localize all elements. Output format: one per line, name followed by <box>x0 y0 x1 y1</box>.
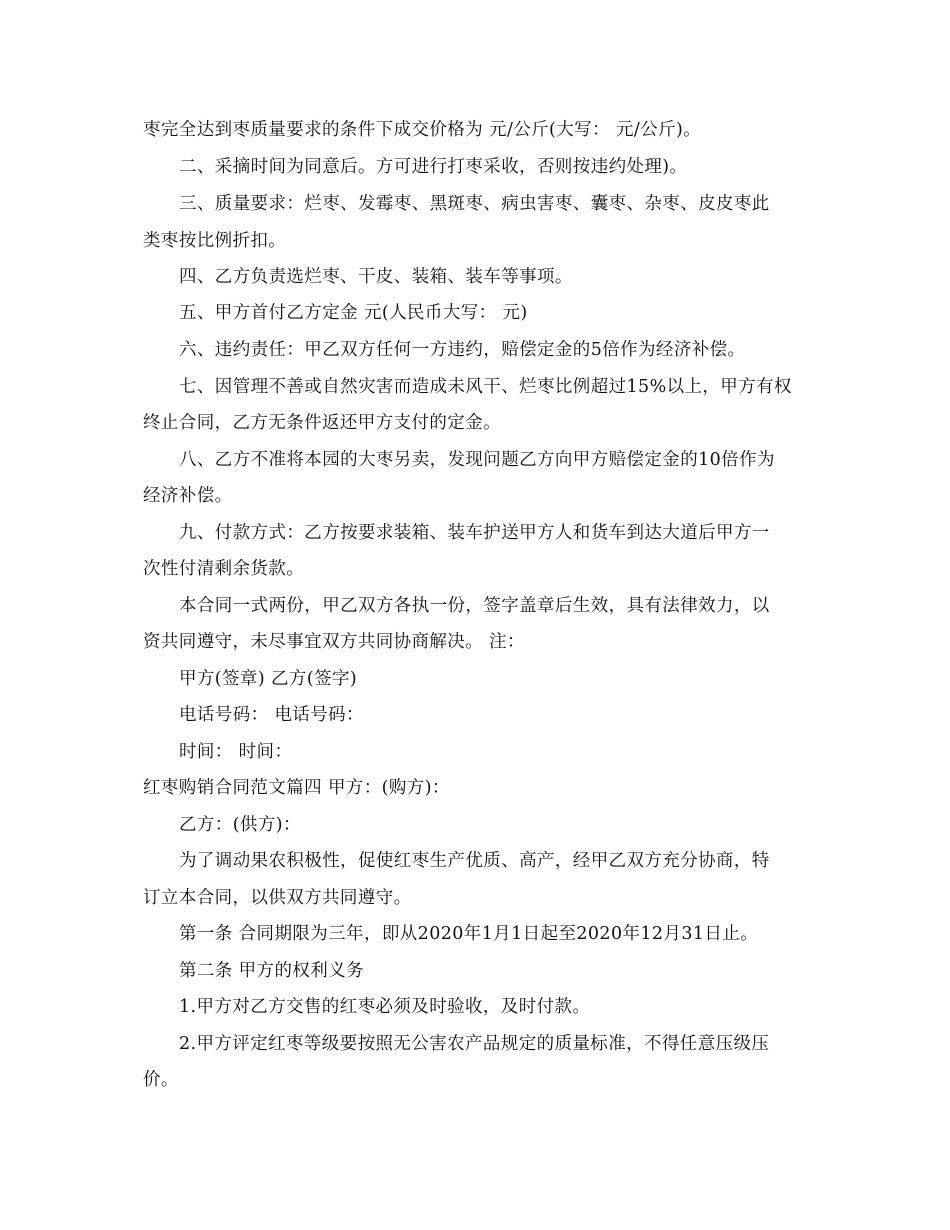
text-line-9: 终止合同，乙方无条件返还甲方支付的定金。 <box>143 413 501 433</box>
text-line-23: 第一条 合同期限为三年，即从2020年1月1日起至2020年12月31日止。 <box>179 924 759 944</box>
text-line-10: 八、乙方不准将本园的大枣另卖，发现问题乙方向甲方赔偿定金的10倍作为 <box>179 450 775 470</box>
text-line-7: 六、违约责任：甲乙双方任何一方违约，赔偿定金的5倍作为经济补偿。 <box>179 340 746 360</box>
time-labels: 时间： 时间： <box>179 742 293 762</box>
text-line-13: 次性付清剩余货款。 <box>143 559 305 579</box>
text-line-26: 2.甲方评定红枣等级要按照无公害农产品规定的质量标准，不得任意压级压 <box>179 1034 770 1054</box>
text-line-14: 本合同一式两份，甲乙双方各执一份，签字盖章后生效，具有法律效力，以 <box>179 596 770 616</box>
text-line-24: 第二条 甲方的权利义务 <box>179 961 364 981</box>
text-line-3: 三、质量要求：烂枣、发霉枣、黑斑枣、病虫害枣、囊枣、杂枣、皮皮枣此 <box>179 194 770 214</box>
text-line-5: 四、乙方负责选烂枣、干皮、装箱、装车等事项。 <box>179 267 573 287</box>
text-line-21: 为了调动果农积极性，促使红枣生产优质、高产，经甲乙双方充分协商，特 <box>179 851 770 871</box>
text-line-27: 价。 <box>143 1070 179 1090</box>
text-line-11: 经济补偿。 <box>143 486 233 506</box>
text-line-1: 枣完全达到枣质量要求的条件下成交价格为 元/公斤(大写： 元/公斤)。 <box>143 120 702 140</box>
text-line-22: 订立本合同，以供双方共同遵守。 <box>143 888 412 908</box>
text-line-25: 1.甲方对乙方交售的红枣必须及时验收，及时付款。 <box>179 997 591 1017</box>
text-line-8: 七、因管理不善或自然灾害而造成未风干、烂枣比例超过15%以上，甲方有权 <box>179 377 792 397</box>
text-line-12: 九、付款方式：乙方按要求装箱、装车护送甲方人和货车到达大道后甲方一 <box>179 523 770 543</box>
text-line-20: 乙方：(供方)： <box>179 815 301 835</box>
text-line-4: 类枣按比例折扣。 <box>143 231 287 251</box>
text-line-6: 五、甲方首付乙方定金 元(人民币大写： 元) <box>179 303 528 323</box>
signature-labels: 甲方(签章) 乙方(签字) <box>179 669 358 689</box>
text-line-15: 资共同遵守，未尽事宜双方共同协商解决。 注： <box>143 632 525 652</box>
phone-labels: 电话号码： 电话号码： <box>179 705 364 725</box>
section-heading: 红枣购销合同范文篇四 甲方：(购方)： <box>143 778 450 798</box>
text-line-2: 二、采摘时间为同意后。方可进行打枣采收，否则按违约处理)。 <box>179 157 688 177</box>
